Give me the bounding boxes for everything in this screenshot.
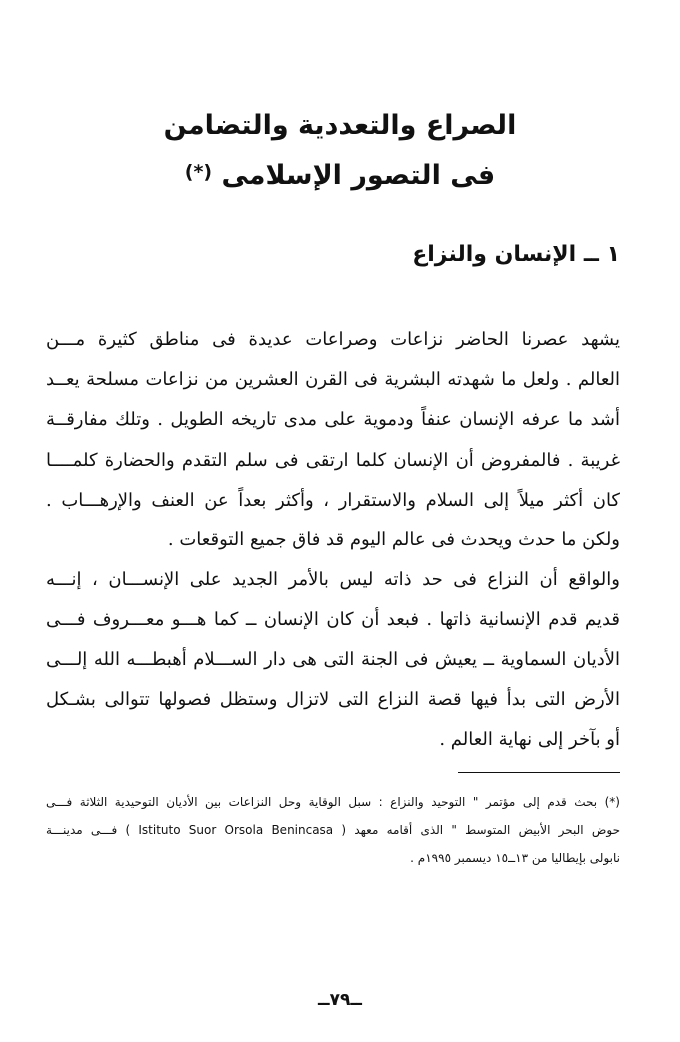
body-line: والواقع أن النزاع فى حد ذاته ليس بالأمر الجديد على الإنســـان ، إنـــه: [46, 569, 620, 590]
footnote-line: نابولى بإيطاليا من ١٣ــ١٥ ديسمبر ١٩٩٥م .: [410, 851, 620, 865]
footnote-divider: [458, 772, 620, 773]
body-line: العالم . ولعل ما شهدته البشرية فى القرن العشرين من نزاعات مسلحة يعــد: [46, 369, 620, 390]
footnote-line: حوض البحر الأبيض المتوسط " الذى أقامه معهد ( Istituto Suor Orsola Benincasa ) فـــى مدينـــة: [46, 823, 620, 837]
footnote-line: (*) بحث قدم إلى مؤتمر " التوحيد والنزاع : سبل الوقاية وحل النزاعات بين الأديان التوحيدية الثلاثة فـــى: [46, 795, 620, 809]
title-line-2: [40, 160, 640, 191]
body-line: غريبة . فالمفروض أن الإنسان كلما ارتقى فى سلم التقدم والحضارة كلمــــا: [46, 450, 620, 471]
page-number: ــ٧٩ــ: [317, 990, 362, 1010]
body-line: الأديان السماوية ــ يعيش فى الجنة التى هى دار الســـلام أهبطـــه الله إلـــى: [46, 649, 620, 670]
title-line-1: الصراع والتعددية والتضامن: [163, 110, 517, 141]
body-line: أو بآخر إلى نهاية العالم .: [439, 729, 620, 750]
body-line: ولكن ما حدث ويحدث فى عالم اليوم قد فاق جميع التوقعات .: [167, 529, 620, 550]
body-line: كان أكثر ميلاً إلى السلام والاستقرار ، وأكثر بعداً عن العنف والإرهـــاب .: [46, 490, 620, 511]
body-line: الأرض التى بدأ فيها قصة النزاع التى لاتزال وستظل فصولها تتوالى بشـكل: [46, 689, 620, 710]
body-line: يشهد عصرنا الحاضر نزاعات وصراعات عديدة فى مناطق كثيرة مـــن: [46, 329, 620, 350]
body-line: أشد ما عرفه الإنسان عنفاً ودموية على مدى تاريخه الطويل . وتلك مفارقــة: [46, 409, 620, 430]
title-footnote-marker: (*): [184, 161, 213, 183]
title-line-2-text: فى التصور الإسلامى: [221, 160, 496, 191]
body-line: قديم قدم الإنسانية ذاتها . فبعد أن كان الإنسان ــ كما هـــو معـــروف فـــى: [46, 609, 620, 630]
section-heading: ١ ــ الإنسان والنزاع: [412, 242, 620, 267]
